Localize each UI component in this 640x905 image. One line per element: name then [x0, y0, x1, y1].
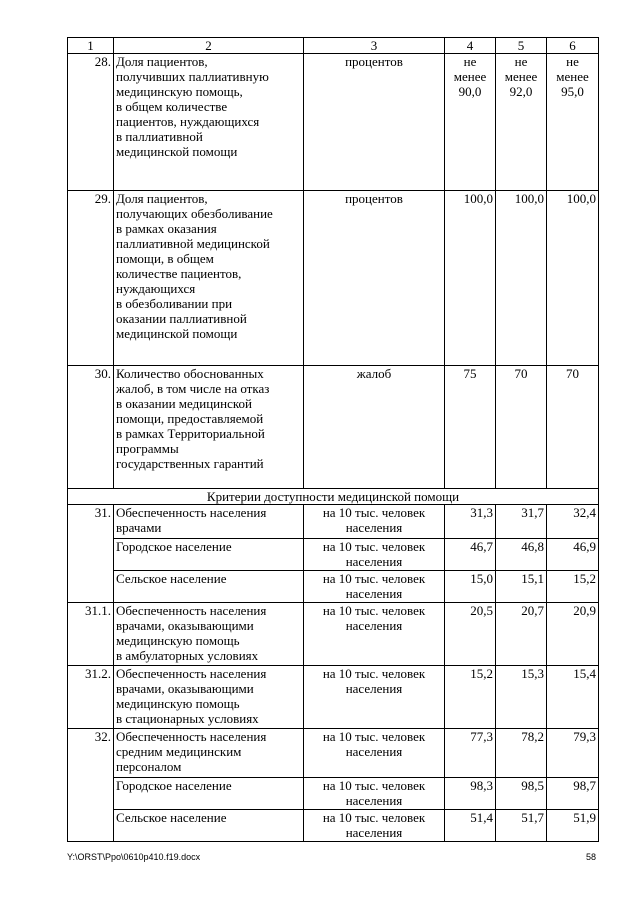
section-row — [68, 489, 599, 505]
table-row — [68, 666, 599, 729]
header-cell-1: 1 — [68, 38, 114, 54]
header-cell-6: 6 — [547, 38, 599, 54]
unit: на 10 тыс. человек населения — [304, 778, 445, 810]
row-number: 30. — [68, 366, 114, 489]
row-number: 31. — [68, 505, 114, 603]
value-col5: 100,0 — [496, 191, 547, 366]
indicator-name: Городское население — [114, 539, 304, 571]
table-row — [68, 539, 599, 571]
value-col4: 31,3 — [445, 505, 496, 539]
indicator-name: Доля пациентов, получивших паллиативную медицинскую помощь, в общем количестве пациентов, нуждающихся в паллиативной медицинской помощи — [114, 54, 304, 191]
unit: жалоб — [304, 366, 445, 489]
unit: на 10 тыс. человек населения — [304, 810, 445, 842]
value-col5: 31,7 — [496, 505, 547, 539]
indicator-name: Обеспеченность населения врачами, оказывающими медицинскую помощь в стационарных условиях — [114, 666, 304, 729]
value-col5: 20,7 — [496, 603, 547, 666]
value-col5: 78,2 — [496, 729, 547, 778]
value-col5: не менее 92,0 — [496, 54, 547, 191]
table-row — [68, 366, 599, 489]
unit: процентов — [304, 54, 445, 191]
table-row — [68, 778, 599, 810]
value-col5: 51,7 — [496, 810, 547, 842]
indicator-name: Доля пациентов, получающих обезболивание в рамках оказания паллиативной медицинской помощи, в общем количестве пациентов, нуждающихся в обезболивании при оказании паллиативной медицинской помощи — [114, 191, 304, 366]
value-col6: 98,7 — [547, 778, 599, 810]
unit: на 10 тыс. человек населения — [304, 729, 445, 778]
value-col4: 77,3 — [445, 729, 496, 778]
table-header-row — [68, 38, 599, 54]
header-cell-4: 4 — [445, 38, 496, 54]
value-col4: 20,5 — [445, 603, 496, 666]
table-row — [68, 571, 599, 603]
row-number: 29. — [68, 191, 114, 366]
value-col4: не менее 90,0 — [445, 54, 496, 191]
unit: на 10 тыс. человек населения — [304, 539, 445, 571]
header-cell-5: 5 — [496, 38, 547, 54]
value-col6: 51,9 — [547, 810, 599, 842]
unit: на 10 тыс. человек населения — [304, 666, 445, 729]
indicator-name: Количество обоснованных жалоб, в том числе на отказ в оказании медицинской помощи, предоставляемой в рамках Территориальной программы государственных гарантий — [114, 366, 304, 489]
section-title: Критерии доступности медицинской помощи — [68, 489, 599, 505]
value-col4: 15,0 — [445, 571, 496, 603]
value-col6: 20,9 — [547, 603, 599, 666]
value-col5: 98,5 — [496, 778, 547, 810]
row-number: 28. — [68, 54, 114, 191]
indicator-name: Сельское население — [114, 571, 304, 603]
indicator-name: Обеспеченность населения средним медицинским персоналом — [114, 729, 304, 778]
unit: на 10 тыс. человек населения — [304, 571, 445, 603]
value-col4: 15,2 — [445, 666, 496, 729]
value-col5: 70 — [496, 366, 547, 489]
unit: процентов — [304, 191, 445, 366]
value-col6: 79,3 — [547, 729, 599, 778]
value-col6: 70 — [547, 366, 599, 489]
value-col5: 15,1 — [496, 571, 547, 603]
unit: на 10 тыс. человек населения — [304, 505, 445, 539]
value-col6: 32,4 — [547, 505, 599, 539]
value-col6: 46,9 — [547, 539, 599, 571]
file-path: Y:\ORST\Ppo\0610p410.f19.docx — [67, 852, 201, 862]
table-row — [68, 54, 599, 191]
value-col6: не менее 95,0 — [547, 54, 599, 191]
unit: на 10 тыс. человек населения — [304, 603, 445, 666]
indicator-name: Городское население — [114, 778, 304, 810]
row-number: 31.1. — [68, 603, 114, 666]
header-cell-2: 2 — [114, 38, 304, 54]
value-col4: 46,7 — [445, 539, 496, 571]
table-row — [68, 810, 599, 842]
indicator-name: Обеспеченность населения врачами, оказывающими медицинскую помощь в амбулаторных условиях — [114, 603, 304, 666]
table-row — [68, 191, 599, 366]
value-col4: 75 — [445, 366, 496, 489]
value-col5: 46,8 — [496, 539, 547, 571]
table-row — [68, 505, 599, 539]
value-col6: 15,4 — [547, 666, 599, 729]
value-col6: 15,2 — [547, 571, 599, 603]
row-number: 31.2. — [68, 666, 114, 729]
row-number: 32. — [68, 729, 114, 842]
indicator-name: Сельское население — [114, 810, 304, 842]
value-col4: 100,0 — [445, 191, 496, 366]
table-row — [68, 603, 599, 666]
indicators-table — [67, 37, 599, 842]
value-col4: 51,4 — [445, 810, 496, 842]
header-cell-3: 3 — [304, 38, 445, 54]
table-row — [68, 729, 599, 778]
value-col6: 100,0 — [547, 191, 599, 366]
page-number: 58 — [585, 852, 596, 862]
value-col5: 15,3 — [496, 666, 547, 729]
indicator-name: Обеспеченность населения врачами — [114, 505, 304, 539]
value-col4: 98,3 — [445, 778, 496, 810]
